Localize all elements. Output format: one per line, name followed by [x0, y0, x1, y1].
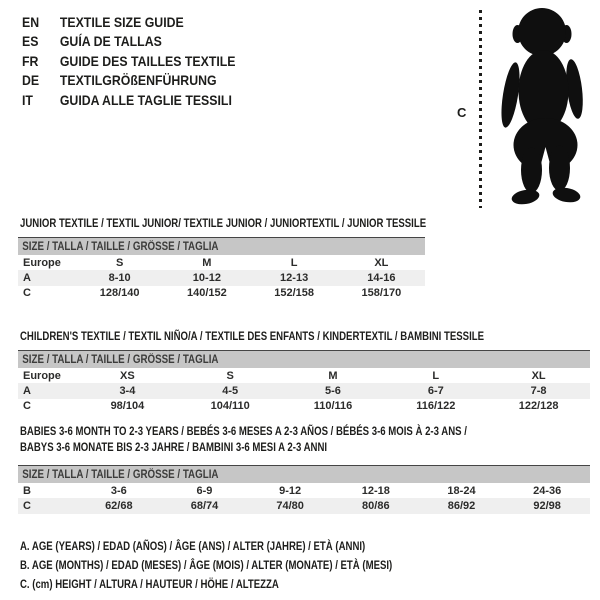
language-code: EN: [22, 14, 40, 30]
language-row-de: [22, 71, 236, 90]
table-cell: S: [115, 256, 124, 269]
table-cell: 5-6: [325, 385, 341, 398]
language-label: GUIDA ALLE TAGLIE TESSILI: [59, 91, 232, 108]
babies-section-title-line2: BABYS 3-6 MONATE BIS 2-3 JAHRE / BAMBINI 3-6 MESI A 2-3 ANNI: [20, 440, 328, 454]
table-row-c: [18, 399, 590, 414]
table-cell: 6-7: [427, 385, 444, 398]
table-cell: XL: [374, 256, 389, 269]
table-cell: 110/116: [313, 400, 353, 413]
children-size-table: [18, 350, 590, 414]
language-code: ES: [22, 33, 39, 50]
height-dotted-line: [479, 10, 482, 208]
table-cell: 18-24: [447, 484, 476, 497]
table-row-c: [18, 498, 590, 513]
table-cell: 92/98: [533, 500, 561, 513]
table-cell: M: [202, 256, 212, 269]
table-cell: L: [432, 369, 440, 382]
baby-silhouette-icon: [489, 7, 598, 208]
size-header-label: SIZE / TALLA / TAILLE / GRÖSSE / TAGLIA: [22, 469, 219, 481]
table-cell: 158/170: [361, 287, 402, 300]
junior-section-title: JUNIOR TEXTILE / TEXTIL JUNIOR/ TEXTILE JUNIOR / JUNIORTEXTIL / JUNIOR TESSILE: [20, 216, 427, 230]
size-header-bar: [18, 465, 590, 483]
size-header-bar: [18, 350, 590, 368]
row-label: C: [23, 400, 31, 413]
table-row-c: [18, 286, 425, 301]
language-code: FR: [22, 52, 39, 69]
size-header-label: SIZE / TALLA / TAILLE / GRÖSSE / TAGLIA: [22, 241, 219, 253]
table-cell: 68/74: [190, 500, 219, 513]
table-cell: 14-16: [367, 272, 396, 285]
language-label: GUÍA DE TALLAS: [59, 33, 162, 50]
row-label: A: [23, 385, 31, 398]
table-cell: 152/158: [274, 287, 314, 300]
language-label: TEXTILE SIZE GUIDE: [59, 14, 184, 30]
size-header-label: SIZE / TALLA / TAILLE / GRÖSSE / TAGLIA: [22, 354, 219, 366]
table-cell: 6-9: [196, 484, 213, 497]
table-cell: 7-8: [530, 385, 547, 398]
footnote-c: C. (cm) HEIGHT / ALTURA / HAUTEUR / HÖHE / ALTEZZA: [20, 576, 279, 591]
language-title-list: [22, 13, 265, 110]
table-cell: L: [290, 256, 298, 269]
footnote-legend: [20, 537, 485, 593]
table-cell: 116/122: [416, 400, 456, 413]
table-cell: 9-12: [279, 484, 302, 497]
language-row-en: [22, 13, 236, 32]
language-row-it: [22, 91, 236, 110]
table-cell: 10-12: [192, 272, 221, 285]
children-section-title: CHILDREN'S TEXTILE / TEXTIL NIÑO/A / TEXTILE DES ENFANTS / KINDERTEXTIL / BAMBINI TESSILE: [20, 329, 485, 343]
table-cell: 24-36: [533, 484, 562, 497]
table-cell: 3-6: [110, 484, 127, 497]
row-label: A: [23, 272, 31, 285]
language-code: DE: [22, 72, 40, 89]
table-cell: 4-5: [222, 385, 239, 398]
table-row-europe: [18, 368, 590, 383]
language-code: IT: [22, 91, 33, 108]
footnote-b: B. AGE (MONTHS) / EDAD (MESES) / ÂGE (MOIS) / ALTER (MONATE) / ETÀ (MESI): [20, 557, 393, 572]
table-cell: XL: [531, 369, 546, 382]
table-cell: M: [328, 369, 338, 382]
row-label: Europe: [23, 369, 61, 382]
table-cell: 74/80: [276, 500, 304, 513]
table-cell: 122/128: [518, 400, 559, 413]
table-row-europe: [18, 255, 425, 270]
table-row-b: [18, 483, 590, 498]
language-row-fr: [22, 52, 236, 71]
row-label: B: [23, 484, 31, 497]
row-label: C: [23, 500, 31, 513]
figure-height-letter: C: [457, 105, 467, 120]
table-cell: 98/104: [110, 400, 145, 413]
babies-section-title-line1: BABIES 3-6 MONTH TO 2-3 YEARS / BEBÉS 3-6 MESES A 2-3 AÑOS / BÉBÉS 3-6 MOIS À 2-3 ANS /: [20, 424, 467, 438]
table-cell: 8-10: [108, 272, 131, 285]
table-cell: 104/110: [210, 400, 250, 413]
table-row-a: [18, 383, 590, 398]
table-cell: 12-13: [280, 272, 309, 285]
table-row-a: [18, 270, 425, 285]
language-label: GUIDE DES TAILLES TEXTILE: [59, 52, 236, 69]
size-header-bar: [18, 237, 425, 255]
row-label: Europe: [23, 256, 61, 269]
table-cell: S: [226, 369, 234, 382]
junior-size-table: [18, 237, 425, 301]
table-cell: XS: [120, 369, 135, 382]
language-label: TEXTILGRÖßENFÜHRUNG: [59, 72, 217, 89]
table-cell: 86/92: [447, 500, 476, 513]
table-cell: 128/140: [99, 287, 140, 300]
table-cell: 140/152: [186, 287, 227, 300]
table-cell: 62/68: [105, 500, 133, 513]
table-cell: 80/86: [362, 500, 390, 513]
language-row-es: [22, 32, 236, 51]
table-cell: 3-4: [119, 385, 136, 398]
row-label: C: [23, 287, 31, 300]
table-cell: 12-18: [361, 484, 390, 497]
footnote-a: A. AGE (YEARS) / EDAD (AÑOS) / ÂGE (ANS) / ALTER (JAHRE) / ETÀ (ANNI): [20, 539, 366, 553]
babies-size-table: [18, 465, 590, 514]
